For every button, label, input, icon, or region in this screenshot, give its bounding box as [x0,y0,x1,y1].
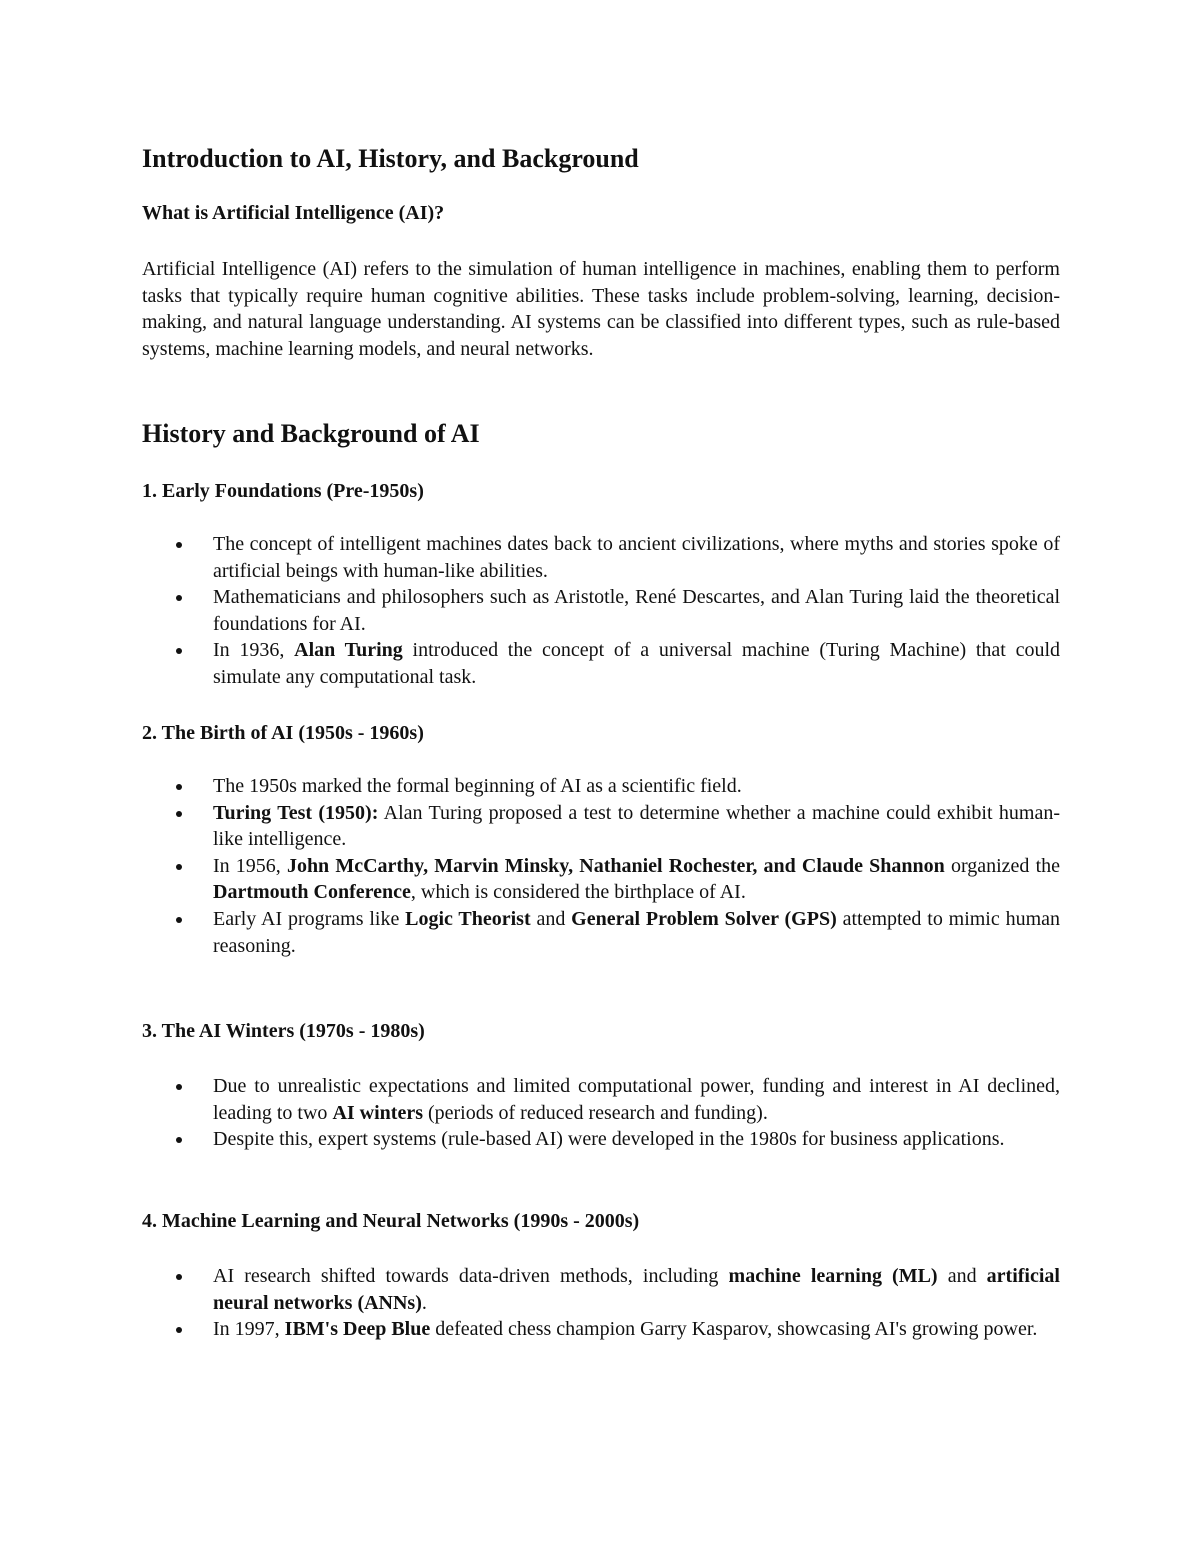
text: The 1950s marked the formal beginning of AI as a scientific field. [213,775,742,797]
bullet-icon [176,1137,182,1143]
text: introduced the concept of a universal machine (Turing Machine) that could simulate any computational task. [213,639,1061,688]
list-item [142,584,1060,637]
bullet-icon [176,811,182,817]
bullet-icon [176,648,182,654]
bullet-icon [176,917,182,923]
text: AI research shifted towards data-driven methods, including [213,1265,729,1287]
list-item [142,800,1060,853]
bullet-list-ai-winters [142,1073,1060,1153]
bullet-icon [176,595,182,601]
list-item [142,773,1060,800]
text: Early AI programs like [213,907,406,930]
text: organized the [944,854,1060,877]
list-item [142,853,1060,906]
bullet-list-birth-of-ai [142,773,1060,959]
text: and [530,907,572,930]
bold-text: John McCarthy, Marvin Minsky, Nathaniel Rochester, and Claude Shannon [286,854,945,877]
section-heading-ml-neural-networks: 4. Machine Learning and Neural Networks (1990s - 2000s) [142,1210,640,1232]
document-title: Introduction to AI, History, and Background [142,144,639,173]
text: The concept of intelligent machines dates back to ancient civilizations, where myths and stories spoke of artificial beings with human-like abilities. [213,533,1060,582]
list-item [142,1263,1060,1316]
bullet-list-ml-neural-networks [142,1263,1060,1343]
text: (periods of reduced research and funding). [422,1101,768,1124]
intro-paragraph: Artificial Intelligence (AI) refers to the simulation of human intelligence in machines, enabling them to perform tasks that typically require human cognitive abilities. These tasks include problem-solving, learning, decision-making, and natural language understanding. AI systems can be classified into different types, such as rule-based systems, machine learning models, and neural networks. [142,258,1060,360]
list-item [142,906,1060,959]
bold-text: IBM's Deep Blue [284,1318,431,1341]
text: Alan Turing proposed a test to determine whether a machine could exhibit human-like intelligence. [213,801,1060,851]
bullet-icon [176,1327,182,1333]
text: In 1956, [213,854,287,877]
text: , which is considered the birthplace of AI. [410,881,746,904]
text: attempted to mimic human reasoning. [213,907,1061,957]
text: Due to unrealistic expectations and limited computational power, funding and interest in AI declined, leading to two [213,1075,1060,1124]
text: In 1936, [213,639,295,662]
section-heading-ai-winters: 3. The AI Winters (1970s - 1980s) [142,1020,425,1042]
text: In 1997, [213,1318,285,1341]
list-item [142,1126,1060,1153]
text: defeated chess champion Garry Kasparov, showcasing AI's growing power. [430,1318,1038,1341]
history-heading: History and Background of AI [142,419,480,448]
bold-text: Logic Theorist [405,907,531,930]
bold-text: Turing Test (1950): [213,801,379,824]
bullet-icon [176,864,182,870]
text: . [421,1291,427,1314]
bold-text: Dartmouth Conference [213,881,411,904]
bullet-icon [176,784,182,790]
bold-text: General Problem Solver (GPS) [571,907,837,930]
section-heading-early-foundations: 1. Early Foundations (Pre-1950s) [142,480,424,502]
bold-text: AI winters [332,1101,423,1124]
text: Despite this, expert systems (rule-based AI) were developed in the 1980s for business applications. [213,1128,1005,1151]
list-item [142,1073,1060,1126]
bullet-icon [176,1274,182,1280]
bold-text: artificial neural networks (ANNs) [213,1265,1060,1314]
section-heading-birth-of-ai: 2. The Birth of AI (1950s - 1960s) [142,722,424,744]
intro-heading: What is Artificial Intelligence (AI)? [142,202,445,224]
bullet-icon [176,542,182,548]
bold-text: machine learning (ML) [728,1265,938,1287]
bullet-icon [176,1084,182,1090]
bold-text: Alan Turing [294,639,403,662]
list-item [142,531,1060,584]
bullet-list-early-foundations [142,531,1060,691]
list-item [142,1316,1060,1343]
list-item [142,637,1060,690]
text: and [937,1265,987,1287]
text: Mathematicians and philosophers such as Aristotle, René Descartes, and Alan Turing laid the theoretical foundations for AI. [213,586,1060,635]
